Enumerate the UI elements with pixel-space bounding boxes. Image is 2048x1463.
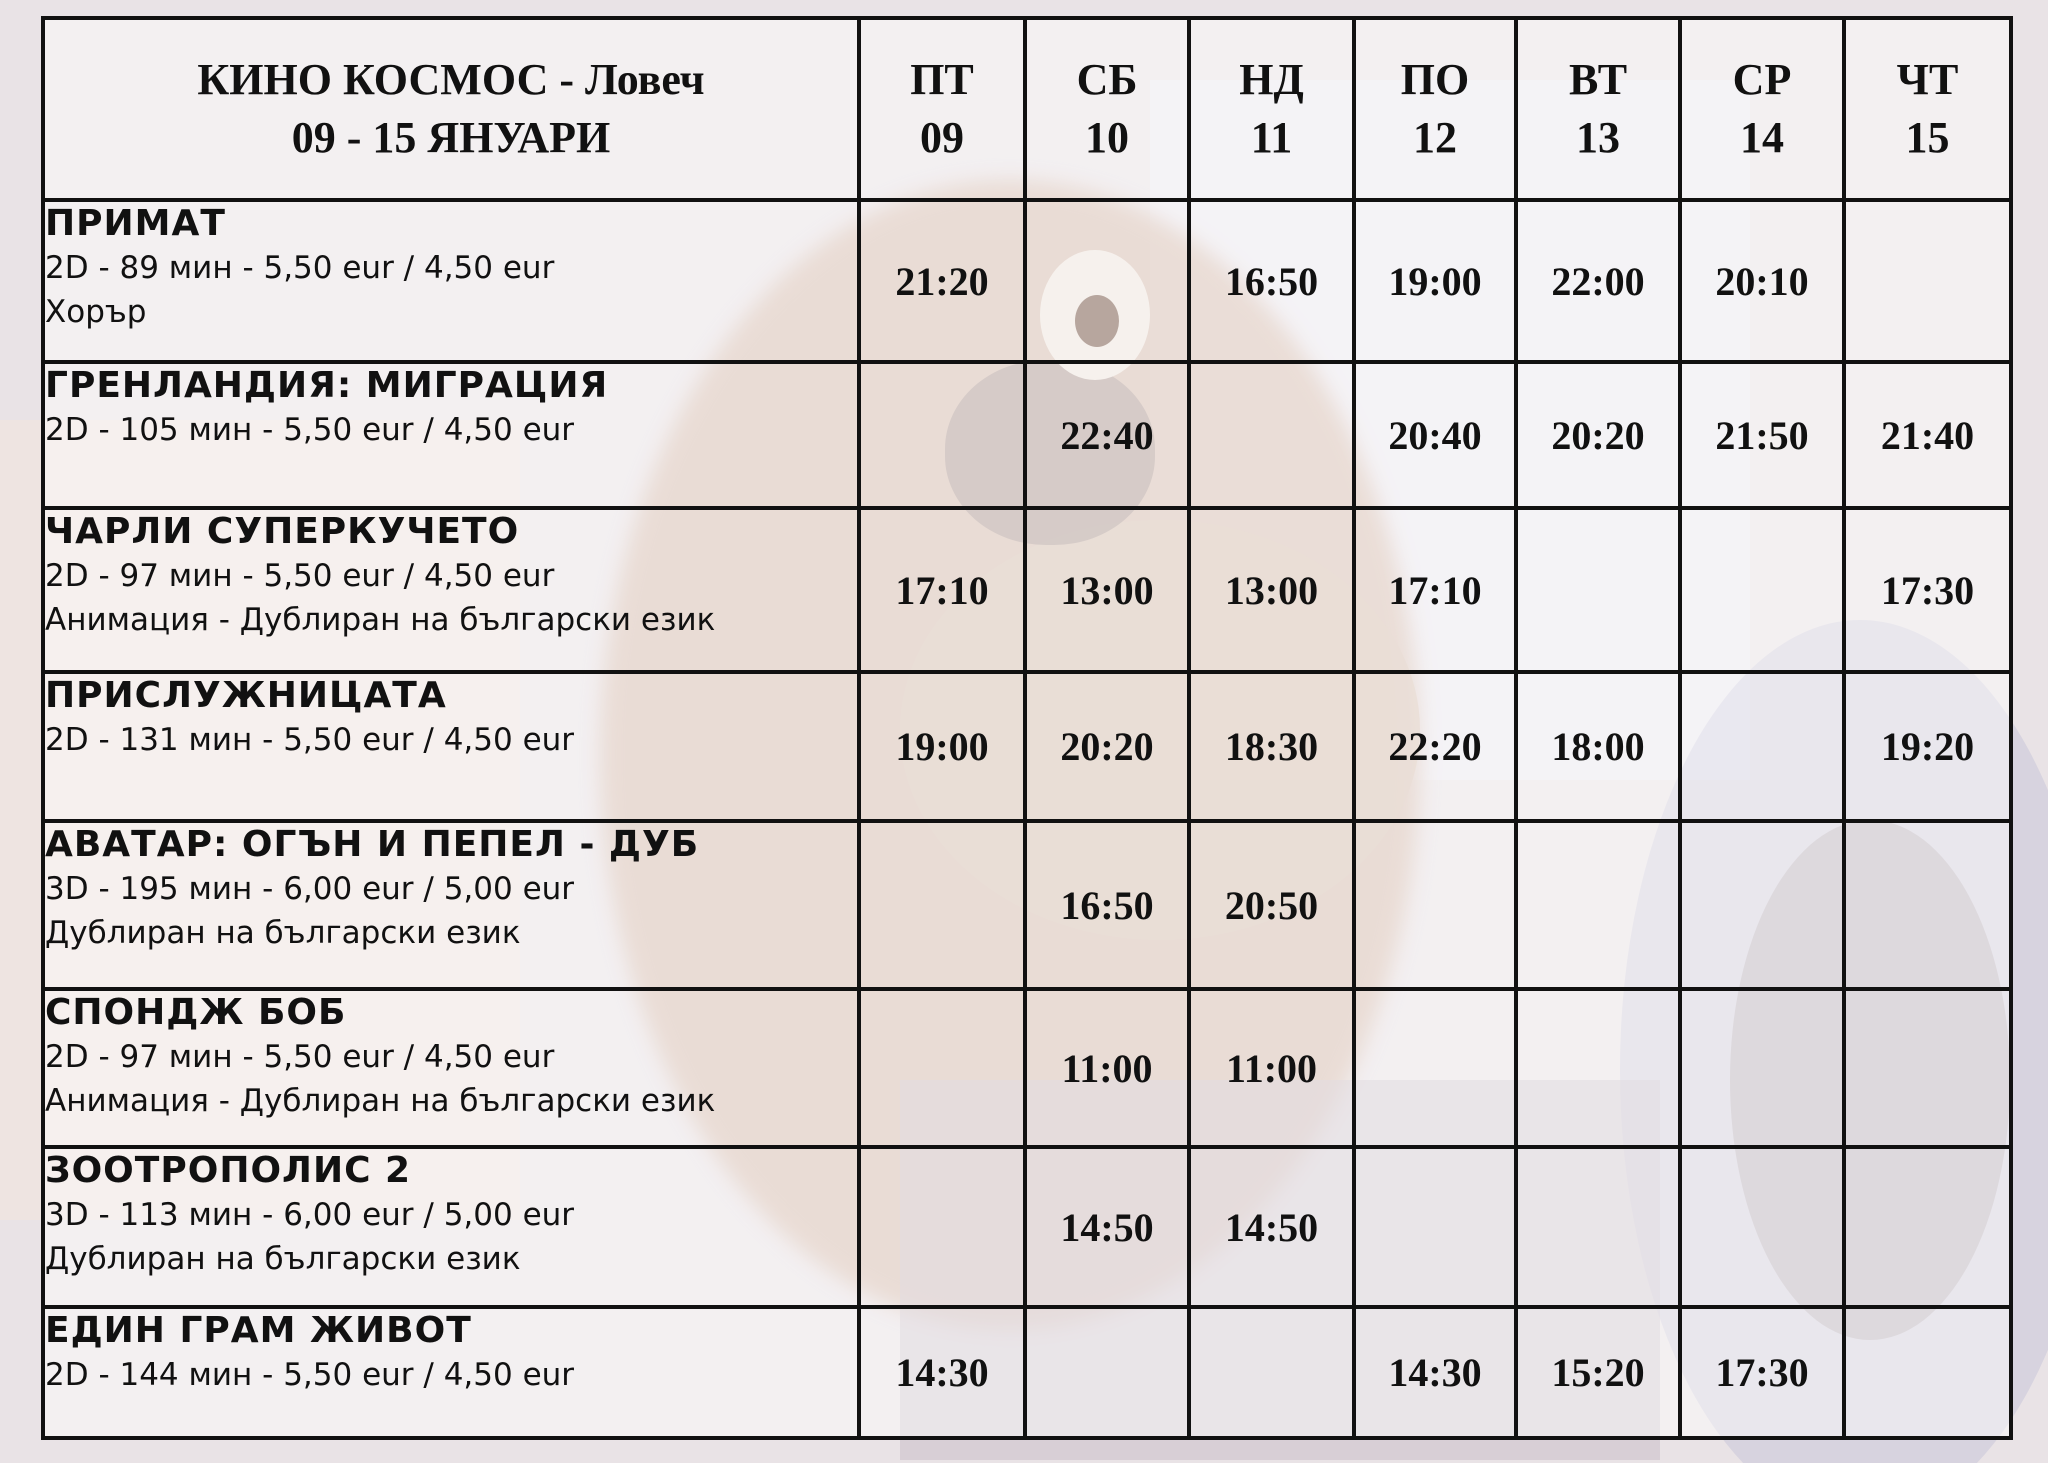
movie-info: 2D - 105 мин - 5,50 eur / 4,50 eur bbox=[45, 412, 575, 448]
day-header bbox=[1354, 18, 1516, 200]
movie-title: ПРИМАТ bbox=[45, 203, 226, 244]
showtime-cell: 14:50 bbox=[1189, 1147, 1354, 1307]
day-date: 10 bbox=[1085, 113, 1129, 162]
day-date: 09 bbox=[920, 113, 964, 162]
day-header bbox=[859, 18, 1025, 200]
movie-row bbox=[43, 1147, 2011, 1307]
showtime-cell bbox=[1516, 989, 1680, 1147]
movie-info: 3D - 195 мин - 6,00 eur / 5,00 eur bbox=[45, 871, 575, 907]
movie-cell bbox=[43, 989, 859, 1147]
day-date: 13 bbox=[1576, 113, 1620, 162]
movie-genre: Анимация - Дублиран на български език bbox=[45, 1083, 716, 1119]
movie-info: 2D - 131 мин - 5,50 eur / 4,50 eur bbox=[45, 722, 575, 758]
showtime-cell bbox=[1516, 508, 1680, 672]
movie-genre: Анимация - Дублиран на български език bbox=[45, 602, 716, 638]
showtime-cell: 21:20 bbox=[859, 200, 1025, 362]
movie-row bbox=[43, 989, 2011, 1147]
showtime-cell: 15:20 bbox=[1516, 1307, 1680, 1438]
showtime-cell bbox=[1844, 1147, 2011, 1307]
day-header bbox=[1680, 18, 1844, 200]
showtime-cell: 22:00 bbox=[1516, 200, 1680, 362]
showtime-cell: 18:00 bbox=[1516, 672, 1680, 821]
showtime-cell: 17:10 bbox=[859, 508, 1025, 672]
showtime-cell: 11:00 bbox=[1025, 989, 1189, 1147]
day-header bbox=[1025, 18, 1189, 200]
week-dates: 09 - 15 ЯНУАРИ bbox=[291, 113, 611, 162]
movie-genre: Дублиран на български език bbox=[45, 1241, 521, 1277]
showtime-cell bbox=[1844, 821, 2011, 989]
day-name: СБ bbox=[1076, 55, 1138, 104]
movie-info: 2D - 97 мин - 5,50 eur / 4,50 eur bbox=[45, 1039, 555, 1075]
showtime-cell: 18:30 bbox=[1189, 672, 1354, 821]
day-name: НД bbox=[1239, 55, 1304, 104]
showtime-cell: 22:20 bbox=[1354, 672, 1516, 821]
movie-cell bbox=[43, 200, 859, 362]
showtime-cell: 17:10 bbox=[1354, 508, 1516, 672]
day-name: ПО bbox=[1400, 55, 1470, 104]
showtime-cell: 20:20 bbox=[1516, 362, 1680, 508]
movie-cell bbox=[43, 1307, 859, 1438]
showtime-cell bbox=[1025, 1307, 1189, 1438]
movie-row bbox=[43, 821, 2011, 989]
showtime-cell: 17:30 bbox=[1680, 1307, 1844, 1438]
movie-info: 2D - 89 мин - 5,50 eur / 4,50 eur bbox=[45, 250, 555, 286]
movie-row bbox=[43, 672, 2011, 821]
showtime-cell: 16:50 bbox=[1189, 200, 1354, 362]
showtime-cell bbox=[1025, 200, 1189, 362]
showtime-cell: 19:20 bbox=[1844, 672, 2011, 821]
showtime-cell bbox=[859, 1147, 1025, 1307]
showtime-cell bbox=[1516, 1147, 1680, 1307]
movie-info: 3D - 113 мин - 6,00 eur / 5,00 eur bbox=[45, 1197, 575, 1233]
movie-row bbox=[43, 1307, 2011, 1438]
showtime-cell bbox=[1844, 1307, 2011, 1438]
day-name: ПТ bbox=[910, 55, 974, 104]
showtime-cell bbox=[859, 989, 1025, 1147]
showtime-cell bbox=[1680, 1147, 1844, 1307]
showtime-cell bbox=[1189, 1307, 1354, 1438]
day-header bbox=[1844, 18, 2011, 200]
movie-title: АВАТАР: ОГЪН И ПЕПЕЛ - ДУБ bbox=[45, 824, 700, 865]
movie-title: СПОНДЖ БОБ bbox=[45, 992, 347, 1033]
movie-cell bbox=[43, 362, 859, 508]
movie-cell bbox=[43, 672, 859, 821]
showtime-cell: 13:00 bbox=[1189, 508, 1354, 672]
showtime-cell: 20:10 bbox=[1680, 200, 1844, 362]
showtime-cell: 20:50 bbox=[1189, 821, 1354, 989]
showtime-cell bbox=[1844, 989, 2011, 1147]
showtime-cell: 14:50 bbox=[1025, 1147, 1189, 1307]
showtime-cell bbox=[1354, 989, 1516, 1147]
showtime-cell bbox=[1680, 821, 1844, 989]
day-date: 14 bbox=[1740, 113, 1784, 162]
movie-row bbox=[43, 508, 2011, 672]
movie-row bbox=[43, 362, 2011, 508]
movie-cell bbox=[43, 821, 859, 989]
cinema-header bbox=[43, 18, 859, 200]
movie-row bbox=[43, 200, 2011, 362]
showtime-cell: 21:40 bbox=[1844, 362, 2011, 508]
showtime-cell bbox=[1516, 821, 1680, 989]
showtime-cell: 20:20 bbox=[1025, 672, 1189, 821]
header-row bbox=[43, 18, 2011, 200]
movie-title: ПРИСЛУЖНИЦАТА bbox=[45, 675, 447, 716]
showtime-cell: 19:00 bbox=[1354, 200, 1516, 362]
day-date: 15 bbox=[1905, 113, 1950, 162]
movie-title: ЧАРЛИ СУПЕРКУЧЕТО bbox=[45, 511, 520, 552]
showtime-cell: 14:30 bbox=[859, 1307, 1025, 1438]
movie-cell bbox=[43, 1147, 859, 1307]
showtime-cell: 21:50 bbox=[1680, 362, 1844, 508]
showtime-cell bbox=[1189, 362, 1354, 508]
schedule-table bbox=[41, 16, 2013, 1440]
cinema-name: КИНО КОСМОС - Ловеч bbox=[197, 55, 705, 104]
movie-title: ЗООТРОПОЛИС 2 bbox=[45, 1150, 412, 1191]
showtime-cell: 20:40 bbox=[1354, 362, 1516, 508]
movie-genre: Хорър bbox=[45, 294, 147, 330]
movie-info: 2D - 97 мин - 5,50 eur / 4,50 eur bbox=[45, 558, 555, 594]
showtime-cell bbox=[1844, 200, 2011, 362]
movie-info: 2D - 144 мин - 5,50 eur / 4,50 eur bbox=[45, 1357, 575, 1393]
movie-genre: Дублиран на български език bbox=[45, 915, 521, 951]
day-name: ЧТ bbox=[1896, 55, 1959, 104]
showtime-cell: 19:00 bbox=[859, 672, 1025, 821]
day-header bbox=[1189, 18, 1354, 200]
movie-title: ЕДИН ГРАМ ЖИВОТ bbox=[45, 1310, 472, 1351]
showtime-cell: 14:30 bbox=[1354, 1307, 1516, 1438]
movie-cell bbox=[43, 508, 859, 672]
day-date: 11 bbox=[1250, 113, 1293, 162]
movie-title: ГРЕНЛАНДИЯ: МИГРАЦИЯ bbox=[45, 365, 609, 406]
showtime-cell: 22:40 bbox=[1025, 362, 1189, 508]
showtime-cell bbox=[859, 821, 1025, 989]
showtime-cell bbox=[859, 362, 1025, 508]
day-date: 12 bbox=[1413, 113, 1457, 162]
day-name: ВТ bbox=[1568, 55, 1628, 104]
showtime-cell bbox=[1354, 1147, 1516, 1307]
showtime-cell: 11:00 bbox=[1189, 989, 1354, 1147]
day-name: СР bbox=[1732, 55, 1792, 104]
showtime-cell: 16:50 bbox=[1025, 821, 1189, 989]
showtime-cell: 13:00 bbox=[1025, 508, 1189, 672]
showtime-cell bbox=[1354, 821, 1516, 989]
showtime-cell: 17:30 bbox=[1844, 508, 2011, 672]
showtime-cell bbox=[1680, 989, 1844, 1147]
showtime-cell bbox=[1680, 508, 1844, 672]
day-header bbox=[1516, 18, 1680, 200]
showtime-cell bbox=[1680, 672, 1844, 821]
